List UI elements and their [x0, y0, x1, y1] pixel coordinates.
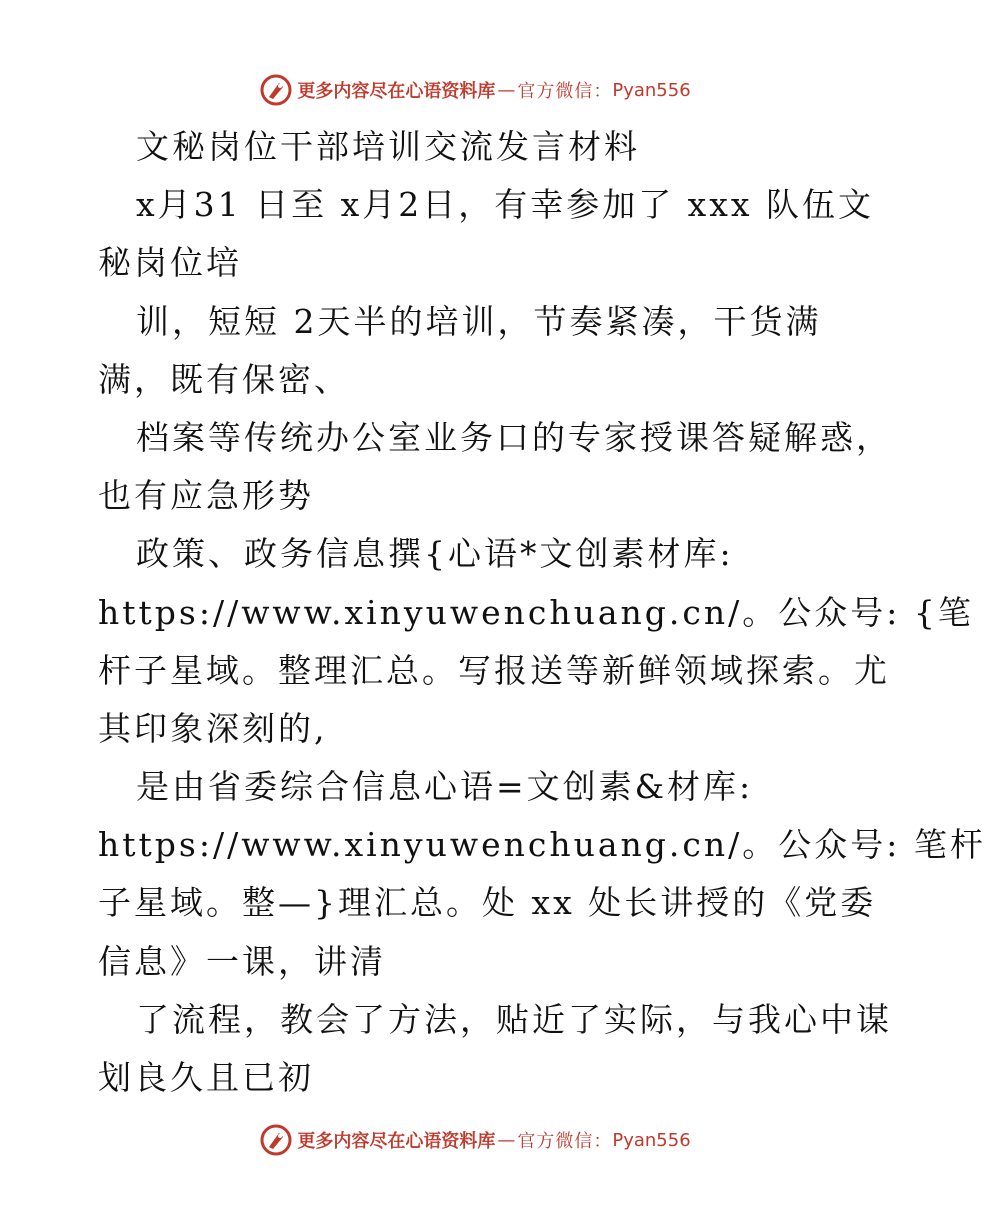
- watermark-wechat-id: Pyan556: [612, 79, 691, 101]
- watermark-official-label: 官方微信：: [517, 1131, 613, 1152]
- document-line: 政策、政务信息撰{心语*文创素材库:: [136, 534, 734, 574]
- watermark-official-label: 官方微信：: [517, 81, 613, 102]
- document-line: 秘岗位培: [98, 243, 242, 283]
- document-line: https://www.xinyuwenchuang.cn/。公众号: 笔杆: [98, 825, 986, 865]
- watermark-dash: —: [497, 1129, 516, 1151]
- watermark-wechat-id: Pyan556: [612, 1129, 691, 1151]
- document-line: 训，短短 2天半的培训，节奏紧凑，干货满: [136, 301, 822, 341]
- document-line: 文秘岗位干部培训交流发言材料: [136, 127, 640, 166]
- document-line: 子星域。整—}理汇总。处 xx 处长讲授的《党委: [98, 883, 877, 923]
- document-line: 杆子星域。整理汇总。写报送等新鲜领域探索。尤: [98, 650, 890, 690]
- watermark-dash: —: [497, 79, 516, 101]
- pen-nib-logo-icon: [259, 73, 293, 107]
- watermark-promo-text: 更多内容尽在心语资料库: [297, 81, 496, 102]
- document-body: [98, 118, 986, 1107]
- watermark-banner-bottom: [0, 1120, 950, 1160]
- document-line: 其印象深刻的,: [98, 708, 328, 748]
- document-line: 信息》一课，讲清: [98, 941, 386, 981]
- watermark-promo-text: 更多内容尽在心语资料库: [297, 1131, 496, 1152]
- document-line: x月31 日至 x月2日，有幸参加了 xxx 队伍文: [136, 185, 874, 225]
- document-line: 了流程，教会了方法，贴近了实际，与我心中谋: [136, 999, 892, 1039]
- document-line: 档案等传统办公室业务口的专家授课答疑解惑，: [136, 417, 892, 457]
- document-line: 满，既有保密、: [98, 359, 350, 399]
- watermark-banner-top: [0, 70, 950, 110]
- document-line: 是由省委综合信息心语=文创素&材库:: [136, 767, 754, 807]
- document-line: 也有应急形势: [98, 476, 314, 516]
- document-line: 划良久且已初: [98, 1058, 314, 1097]
- pen-nib-logo-icon: [259, 1123, 293, 1157]
- document-line: https://www.xinyuwenchuang.cn/。公众号: {笔: [98, 592, 974, 632]
